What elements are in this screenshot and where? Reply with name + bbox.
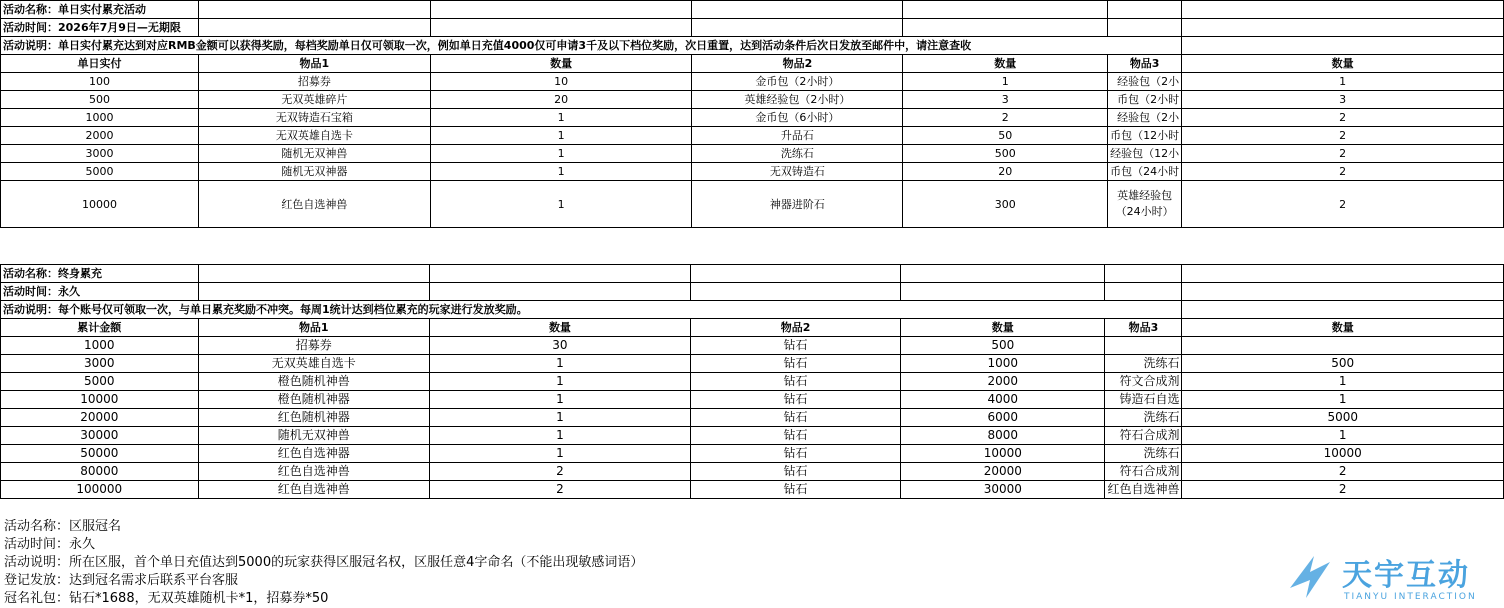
table-cell: 随机无双神兽 [198, 145, 430, 163]
column-header: 数量 [429, 319, 690, 337]
table-cell: 6000 [901, 409, 1105, 427]
table-cell: 1 [430, 127, 692, 145]
table-cell: 10000 [1, 391, 199, 409]
table-cell: 500 [903, 145, 1108, 163]
table-cell: 1 [1182, 373, 1504, 391]
table-row [1, 163, 1504, 181]
table-cell: 20000 [1, 409, 199, 427]
table-cell: 2 [1182, 145, 1504, 163]
table-cell: 英雄经验包（2小时） [692, 91, 903, 109]
table-cell: 500 [1, 91, 199, 109]
table-cell: 经验包（2小 [1108, 73, 1182, 91]
table-cell: 无双英雄自选卡 [198, 355, 429, 373]
table-cell: 500 [1182, 355, 1504, 373]
table-cell: 2 [429, 463, 690, 481]
table-cell: 钻石 [690, 337, 900, 355]
table-row [1, 181, 1504, 228]
table-cell: 钻石 [690, 427, 900, 445]
table-cell: 20000 [901, 463, 1105, 481]
column-header: 物品3 [1105, 319, 1182, 337]
table-row [1, 463, 1504, 481]
column-header: 数量 [1182, 55, 1504, 73]
table-row [1, 337, 1504, 355]
table-cell: 1 [429, 355, 690, 373]
note-line: 活动名称：区服冠名 [4, 519, 122, 534]
table-cell: 1 [429, 427, 690, 445]
column-header: 单日实付 [1, 55, 199, 73]
table-cell: 经验包（12小 [1108, 145, 1182, 163]
column-header: 数量 [903, 55, 1108, 73]
table-cell: 5000 [1, 163, 199, 181]
table-cell: 1 [430, 109, 692, 127]
table-cell: 无双铸造石宝箱 [198, 109, 430, 127]
table-cell: 1 [429, 445, 690, 463]
table-cell: 1 [429, 373, 690, 391]
table-cell: 红色自选神兽 [198, 181, 430, 228]
daily-recharge-table [0, 0, 1504, 228]
table-cell: 1 [429, 391, 690, 409]
table-cell: 3 [1182, 91, 1504, 109]
table-cell: 2000 [1, 127, 199, 145]
table-cell: 无双英雄碎片 [198, 91, 430, 109]
table-cell: 1 [430, 145, 692, 163]
table-cell: 红色自选神兽 [198, 481, 429, 499]
table-cell: 30000 [901, 481, 1105, 499]
table-row [1, 355, 1504, 373]
column-header: 物品1 [198, 55, 430, 73]
table-cell: 80000 [1, 463, 199, 481]
column-header: 物品3 [1108, 55, 1182, 73]
table-row [1, 73, 1504, 91]
table-row [1, 391, 1504, 409]
table-cell: 1 [1182, 73, 1504, 91]
table-cell: 红色自选神兽 [198, 463, 429, 481]
table-cell: 10000 [901, 445, 1105, 463]
column-header: 物品1 [198, 319, 429, 337]
column-header: 数量 [901, 319, 1105, 337]
table-row [1, 445, 1504, 463]
table-cell: 洗练石 [1105, 355, 1182, 373]
table-cell: 50000 [1, 445, 199, 463]
table-cell: 红色自选神兽 [1105, 481, 1182, 499]
server-naming-notes [4, 518, 643, 608]
table-cell: 随机无双神兽 [198, 427, 429, 445]
activity-time: 活动时间：永久 [1, 283, 199, 301]
note-line: 活动时间：永久 [4, 537, 96, 552]
table-cell: 1 [430, 163, 692, 181]
table-cell: 1 [1182, 391, 1504, 409]
table-cell: 英雄经验包（24小时） [1108, 181, 1182, 228]
note-line: 活动说明：所在区服，首个单日充值达到5000的玩家获得区服冠名权，区服任意4字命名（不能出现敏感词语） [4, 555, 644, 570]
table-cell [1182, 337, 1504, 355]
table-cell: 符石合成剂 [1105, 463, 1182, 481]
table-cell: 币包（24小时 [1108, 163, 1182, 181]
table-cell: 2000 [901, 373, 1105, 391]
table-cell: 3000 [1, 145, 199, 163]
table-cell: 500 [901, 337, 1105, 355]
table-cell: 1000 [1, 109, 199, 127]
table-cell: 无双铸造石 [692, 163, 903, 181]
table-cell: 橙色随机神器 [198, 391, 429, 409]
table-cell: 橙色随机神兽 [198, 373, 429, 391]
table-row [1, 91, 1504, 109]
watermark-logo [1284, 548, 1494, 606]
table-cell: 招募券 [198, 73, 430, 91]
table-cell: 50 [903, 127, 1108, 145]
activity-time: 活动时间：2026年7月9日—无期限 [1, 19, 199, 37]
table-cell: 3 [903, 91, 1108, 109]
table-cell: 符石合成剂 [1105, 427, 1182, 445]
activity-name: 活动名称：终身累充 [1, 265, 199, 283]
lifetime-recharge-table [0, 264, 1504, 499]
table-row [1, 427, 1504, 445]
activity-name: 活动名称：单日实付累充活动 [1, 1, 199, 19]
table-cell: 随机无双神器 [198, 163, 430, 181]
table-cell: 100000 [1, 481, 199, 499]
table-cell: 1000 [901, 355, 1105, 373]
table-cell: 钻石 [690, 463, 900, 481]
table-cell: 5000 [1182, 409, 1504, 427]
activity-description: 活动说明：每个账号仅可领取一次，与单日累充奖励不冲突。每周1统计达到档位累充的玩家进行发放奖励。 [1, 301, 1182, 319]
table-cell: 符文合成剂 [1105, 373, 1182, 391]
column-header: 数量 [1182, 319, 1504, 337]
table-cell: 20 [903, 163, 1108, 181]
table-cell: 2 [1182, 463, 1504, 481]
column-header: 物品2 [690, 319, 900, 337]
table-cell: 20 [430, 91, 692, 109]
table-cell: 10000 [1, 181, 199, 228]
note-line: 登记发放：达到冠名需求后联系平台客服 [4, 573, 239, 588]
table-cell: 1 [903, 73, 1108, 91]
table-cell: 招募券 [198, 337, 429, 355]
table-cell: 1 [1182, 427, 1504, 445]
table-cell: 10000 [1182, 445, 1504, 463]
table-cell: 1000 [1, 337, 199, 355]
column-header: 物品2 [692, 55, 903, 73]
note-line: 冠名礼包：钻石*1688，无双英雄随机卡*1，招募券*50 [4, 591, 329, 606]
table-cell: 10 [430, 73, 692, 91]
table-cell: 2 [1182, 127, 1504, 145]
table-row [1, 127, 1504, 145]
table-cell: 钻石 [690, 445, 900, 463]
table-cell: 30000 [1, 427, 199, 445]
watermark-text: 天宇互动 [1342, 558, 1470, 593]
table-cell: 升品石 [692, 127, 903, 145]
table-cell [1105, 337, 1182, 355]
table-cell: 4000 [901, 391, 1105, 409]
table-cell: 钻石 [690, 391, 900, 409]
table-cell: 神器进阶石 [692, 181, 903, 228]
column-header: 累计金额 [1, 319, 199, 337]
table-cell: 8000 [901, 427, 1105, 445]
table-cell: 币包（2小时 [1108, 91, 1182, 109]
column-header: 数量 [430, 55, 692, 73]
table-cell: 2 [429, 481, 690, 499]
table-cell: 100 [1, 73, 199, 91]
table-cell: 无双英雄自选卡 [198, 127, 430, 145]
table-cell: 1 [430, 181, 692, 228]
table-cell: 钻石 [690, 355, 900, 373]
table-cell: 2 [1182, 109, 1504, 127]
table-cell: 2 [1182, 181, 1504, 228]
table-row [1, 481, 1504, 499]
table-cell: 铸造石自选 [1105, 391, 1182, 409]
table-cell: 金币包（2小时） [692, 73, 903, 91]
table-cell: 2 [1182, 163, 1504, 181]
table-cell: 钻石 [690, 481, 900, 499]
table-cell: 2 [903, 109, 1108, 127]
table-cell: 洗练石 [1105, 409, 1182, 427]
table-cell: 洗练石 [1105, 445, 1182, 463]
table-cell: 1 [429, 409, 690, 427]
table-row [1, 409, 1504, 427]
table-cell: 红色自选神器 [198, 445, 429, 463]
table-cell: 钻石 [690, 409, 900, 427]
table-cell: 币包（12小时 [1108, 127, 1182, 145]
table-row [1, 109, 1504, 127]
table-cell: 30 [429, 337, 690, 355]
table-cell: 钻石 [690, 373, 900, 391]
logo-icon [1284, 548, 1340, 604]
table-row [1, 373, 1504, 391]
activity-description: 活动说明：单日实付累充达到对应RMB金额可以获得奖励，每档奖励单日仅可领取一次，例如单日充值4000仅可申请3千及以下档位奖励，次日重置，达到活动条件后次日发放至邮件中，请注意查收 [1, 37, 1182, 55]
watermark-subtext: TIANYU INTERACTION [1344, 592, 1477, 602]
table-row [1, 145, 1504, 163]
table-cell: 经验包（2小 [1108, 109, 1182, 127]
table-cell: 金币包（6小时） [692, 109, 903, 127]
table-cell: 3000 [1, 355, 199, 373]
table-cell: 2 [1182, 481, 1504, 499]
table-cell: 300 [903, 181, 1108, 228]
table-cell: 5000 [1, 373, 199, 391]
table-cell: 红色随机神器 [198, 409, 429, 427]
table-cell: 洗练石 [692, 145, 903, 163]
